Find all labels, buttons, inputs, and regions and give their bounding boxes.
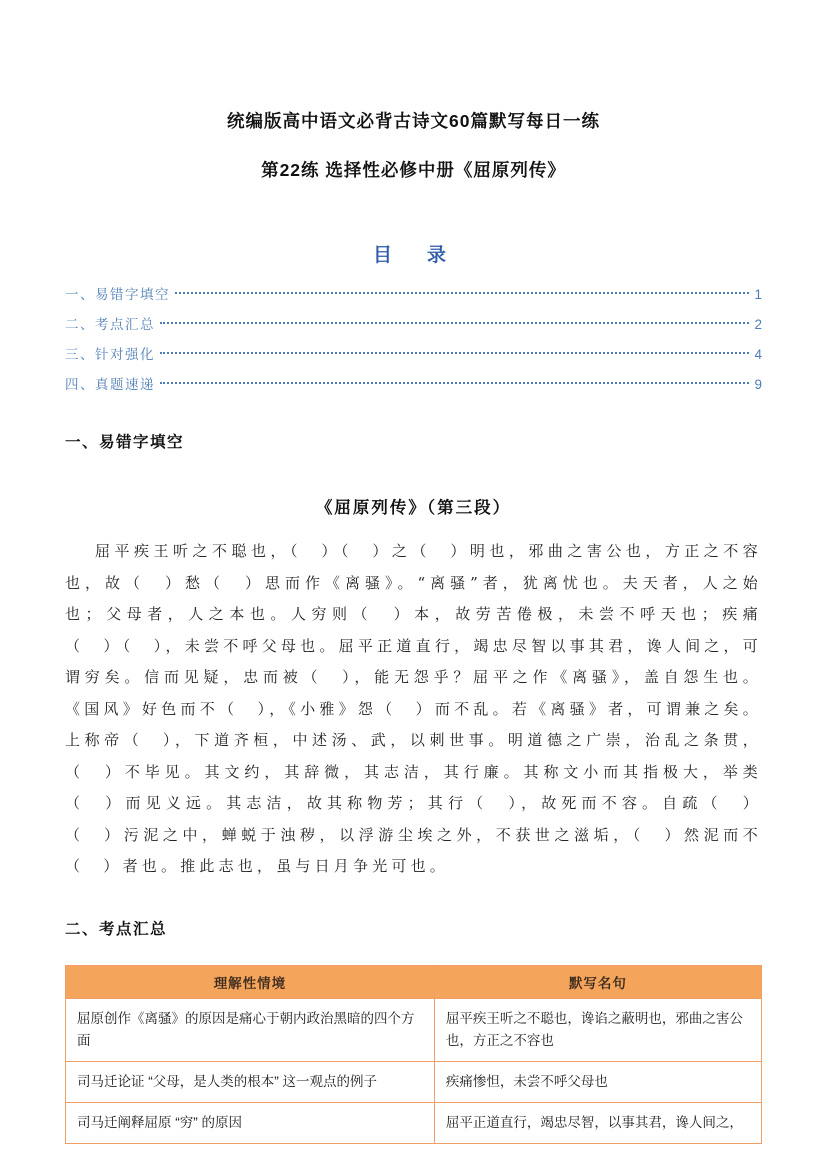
table-row xyxy=(66,1061,762,1102)
table-header-row xyxy=(66,965,762,998)
fill-in-blank-passage: 屈平疾王听之不聪也，（ ）（ ）之（ ）明也，邪曲之害公也，方正之不容也，故（ ）愁（ ）思而作《离骚》。“离骚”者，犹离忧也。夫天者，人之始也；父母者，人之本也。人穷则（ ）本，故劳苦倦极，未尝不呼天也；疾痛（ ）（ ），未尝不呼父母也。屈平正道直行，竭忠尽智以事其君，谗人间之，可谓穷矣。信而见疑，忠而被（ ），能无怨乎？屈平之作《离骚》，盖自怨生也。《国风》好色而不（ ），《小雅》怨（ ）而不乱。若《离骚》者，可谓兼之矣。上称帝（ ），下道齐桓，中述汤、武，以刺世事。明道德之广崇，治乱之条贯，（ ）不毕见。其文约，其辞微，其志洁，其行廉。其称文小而其指极大，举类（ ）而见义远。其志洁，故其称物芳；其行（ ），故死而不容。自疏（ ）（ ）污泥之中，蝉蜕于浊秽，以浮游尘埃之外，不获世之滋垢，（ ）然泥而不（ ）者也。推此志也，虽与日月争光可也。 xyxy=(65,542,762,875)
toc-page-number: 9 xyxy=(754,377,762,392)
toc-entry-kaodian[interactable] xyxy=(65,310,762,340)
table-cell-sentence: 屈平疾王听之不聪也，谗谄之蔽明也，邪曲之害公也，方正之不容也 xyxy=(434,998,761,1061)
toc-entry-label: 三、针对强化 xyxy=(65,347,155,362)
toc-dot-leader xyxy=(160,382,749,384)
toc-page-number: 4 xyxy=(754,347,762,362)
table-cell-sentence: 屈平正道直行，竭忠尽智，以事其君，谗人间之， xyxy=(434,1102,761,1143)
toc-entry-label: 四、真题速递 xyxy=(65,377,155,392)
table-row xyxy=(66,1102,762,1143)
table-header-context: 理解性情境 xyxy=(66,965,435,998)
doc-subtitle: 第22练 选择性必修中册《屈原列传》 xyxy=(261,160,566,180)
table-cell-context: 司马迁阐释屈原 “穷” 的原因 xyxy=(66,1102,435,1143)
table-cell-context: 司马迁论证 “父母，是人类的根本” 这一观点的例子 xyxy=(66,1061,435,1102)
toc-dot-leader xyxy=(160,352,749,354)
table-header-sentence: 默写名句 xyxy=(434,965,761,998)
toc-entry-zhendui[interactable] xyxy=(65,340,762,370)
section1-heading: 一、易错字填空 xyxy=(65,434,185,451)
table-cell-sentence: 疾痛惨怛，未尝不呼父母也 xyxy=(434,1061,761,1102)
toc-page-number: 1 xyxy=(754,287,762,302)
table-cell-context: 屈原创作《离骚》的原因是痛心于朝内政治黑暗的四个方面 xyxy=(66,998,435,1061)
toc-entry-label: 二、考点汇总 xyxy=(65,317,155,332)
toc-entry-yicuozi[interactable] xyxy=(65,280,762,310)
toc-page-number: 2 xyxy=(754,317,762,332)
key-points-table xyxy=(65,965,762,1144)
toc-entry-zhenti[interactable] xyxy=(65,370,762,400)
toc-list xyxy=(65,280,762,400)
doc-title: 统编版高中语文必背古诗文60篇默写每日一练 xyxy=(227,111,600,131)
toc-entry-label: 一、易错字填空 xyxy=(65,287,170,302)
table-row xyxy=(66,998,762,1061)
section2-heading: 二、考点汇总 xyxy=(65,920,168,938)
table-of-contents xyxy=(65,240,762,400)
toc-dot-leader xyxy=(160,322,749,324)
toc-dot-leader xyxy=(175,292,749,294)
toc-title: 目 录 xyxy=(372,245,454,266)
passage-title: 《屈原列传》（第三段） xyxy=(315,498,512,517)
